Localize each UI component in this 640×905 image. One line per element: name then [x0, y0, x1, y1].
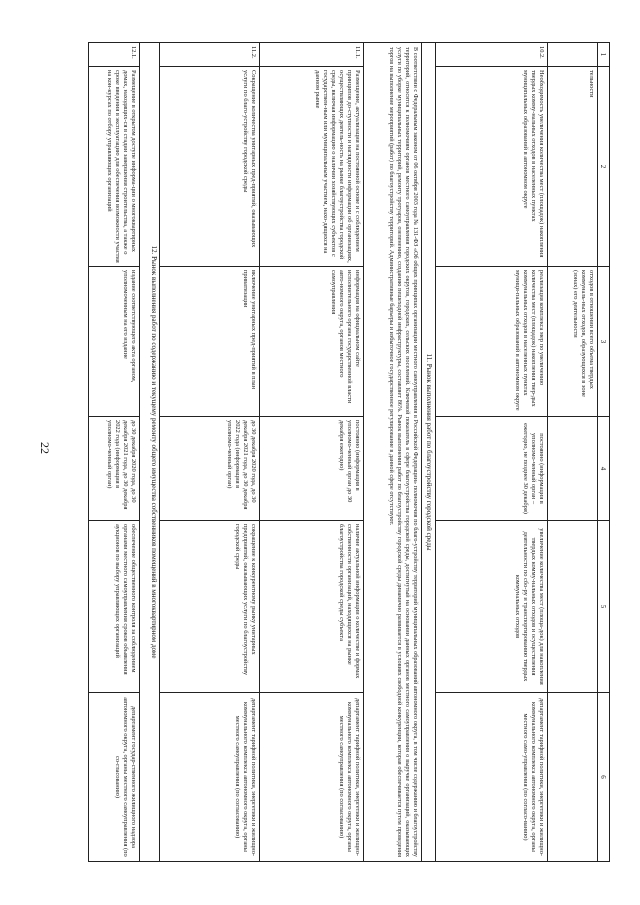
measures-table — [90, 42, 610, 862]
row-result: обеспечение общественного контроля за соблюдением органами местного самоуправления сроков объявления аукционов по выбору управляющих организаций — [89, 520, 139, 692]
row-term: до 30 декабря 2020 года, до 30 декабря 2021 года, до 30 декабря 2022 года (информация в уполномо-ченный орган) — [89, 416, 139, 520]
row-problem: Размещение, актуализация на постоянной основе и с соблюдением принципов до-ступности и наглядности информации об организациях, осуществляющих деятель-ность на рынке благоустройства городской среды, включая информацию о наличии хозяйствующих субъектов с государствен-ным или муниципальным участием, нахо-дящихся на данном рынке — [259, 66, 363, 266]
row-problem: Сокращение количества унитарных пред-приятий, оказывающих услуги по благо-устройству городской среды — [159, 66, 259, 266]
row-problem: Размещение в открытом доступе информа-ции о многоквартирных домах, находящих-ся в стадии завершения строительства, а также о сроке введения в эксплуатацию для обеспечения возможности участия на кон-курсах по отбору управляющих организаций — [89, 66, 139, 266]
row-action: реализация комплекса мер по увеличению количества мест (площадок) накопления твер-дых коммунальных отходов в населенных пунктах муници-пальных образований в автономном округе — [435, 266, 547, 416]
table-row — [435, 42, 548, 862]
section-title: 11. Рынок выполнения работ по благоустройству городской среды — [421, 42, 435, 862]
row-number: 12.1. — [89, 42, 139, 66]
section-header-row — [421, 42, 436, 862]
header-col-2: 2 — [597, 66, 609, 266]
row-term — [547, 416, 597, 520]
header-col-4: 4 — [597, 416, 609, 520]
row-responsible: департамент государ-ственного жилищного надзора автономного округа, органы местного самоуправления (по со-гласованию) — [89, 692, 139, 862]
row-action: включение унитарных пред-приятий в план приватизации — [159, 266, 259, 416]
rotated-table-container — [90, 42, 610, 862]
header-col-6: 6 — [597, 692, 609, 862]
row-number: 10.2. — [435, 42, 547, 66]
table-row — [88, 42, 140, 862]
row-responsible: департамент тарифной политики, энергетики и жилищно-коммунального комплекса автономного округа, органы местного самоуправления (по согласованию) — [159, 692, 259, 862]
header-col-3: 3 — [597, 266, 609, 416]
row-number: 11.2. — [159, 42, 259, 66]
row-problem: тельности — [547, 66, 597, 266]
row-action: информация на официальном сайте исполнительного органа государственной власти авто-номного округа, органов местного самоуправления — [259, 266, 363, 416]
page-number: 22 — [38, 442, 52, 454]
row-responsible — [547, 692, 597, 862]
section-title: 12. Рынок выполнения работ по содержанию и текущему ремонту общего имущества собственников помещений в многоквартирном доме — [139, 42, 159, 862]
row-number — [547, 42, 597, 66]
row-result: сокращение к конкурентному рынку унитарных предприятий, оказывающих услуги по благоустройству городской среды — [159, 520, 259, 692]
row-problem: Необходимость увеличения количества мест (площадок) накопления твердых комму-нальных отходов в населенных пунктах муниципальных образований в автономном округе — [435, 66, 547, 266]
table-row — [547, 42, 598, 862]
row-term: постоянно (информация в уполномо-ченный орган – ежегодно, не позднее 30 декабря) — [435, 416, 547, 520]
table-header-row — [597, 42, 610, 862]
table-row — [259, 42, 364, 862]
table-row — [159, 42, 260, 862]
row-result: наличие актуальной информации о количестве и формах собственности организаций, находящихся на рынке благоустройства городской среды субъекта — [259, 520, 363, 692]
row-result: увеличение количества мест (площа-док) для накопления твердых комму-нальных отходов и осуществления деятельности по сбо-ру и транспортированию твердых коммунальных отходов — [435, 520, 547, 692]
row-number: 11.1. — [259, 42, 363, 66]
header-col-1: 1 — [597, 42, 609, 66]
row-term: постоянно (информация в уполномо-ченный орган до 30 декабря ежегодно) — [259, 416, 363, 520]
section-description: В соответствии с Федеральным законом от 06 октября 2003 года № 131-ФЗ «Об общих принципах организации местного самоуправления в Российской Федерации» полномочия по благо-устройству территорий муниципальных образований автономного округа, в том числе содержанию и благоустройству территорий, относятся к полномочиям органов местного самоуправления городских округов, городских, сельских поселений. Ключевой показатель в сфере благоустройства городской среды, достигнутый на основании данных органов местного самоуправления о выручке организаций, оказывающих услуги по уборке муниципальных территорий, ремонту тротуаров, озеленению, созданию пешеходной инфраструктуры, составляет 86%. Рынок выполнения работ по благоустройству городской среды динамично развивается в условиях свободной конкуренции, которая обеспечивается путем проведения торгов на выполнение мероприятий (работ) по благоустройству территорий. Административные барьеры и избыточное государственное регулирование в данной сфере отсутствуют. — [363, 42, 421, 862]
header-col-5: 5 — [597, 520, 609, 692]
row-action: отходов в отношении всего объема твердых коммуналь-ных отходов, образующихся в зоне (зонах) его деятельности — [547, 266, 597, 416]
section-header-row — [139, 42, 160, 862]
row-result — [547, 520, 597, 692]
row-term: до 30 декабря 2020 года, до 30 декабря 2021 года, до 30 декабря 2022 года (информация в уполномо-ченный орган) — [159, 416, 259, 520]
section-description-row — [363, 42, 422, 862]
row-responsible: департамент тарифной политики, энергетики и жилищно-коммунального комплекса автономного округа, органы местного само-управления (по согласо-ванию) — [435, 692, 547, 862]
row-action: издание соответствующего акта органом, уполномоченным на его издание — [89, 266, 139, 416]
row-responsible: департамент тарифной политики, энергетики и жилищно-коммунального комплекса автономного округа, органы местного самоуправления (по согласованию) — [259, 692, 363, 862]
